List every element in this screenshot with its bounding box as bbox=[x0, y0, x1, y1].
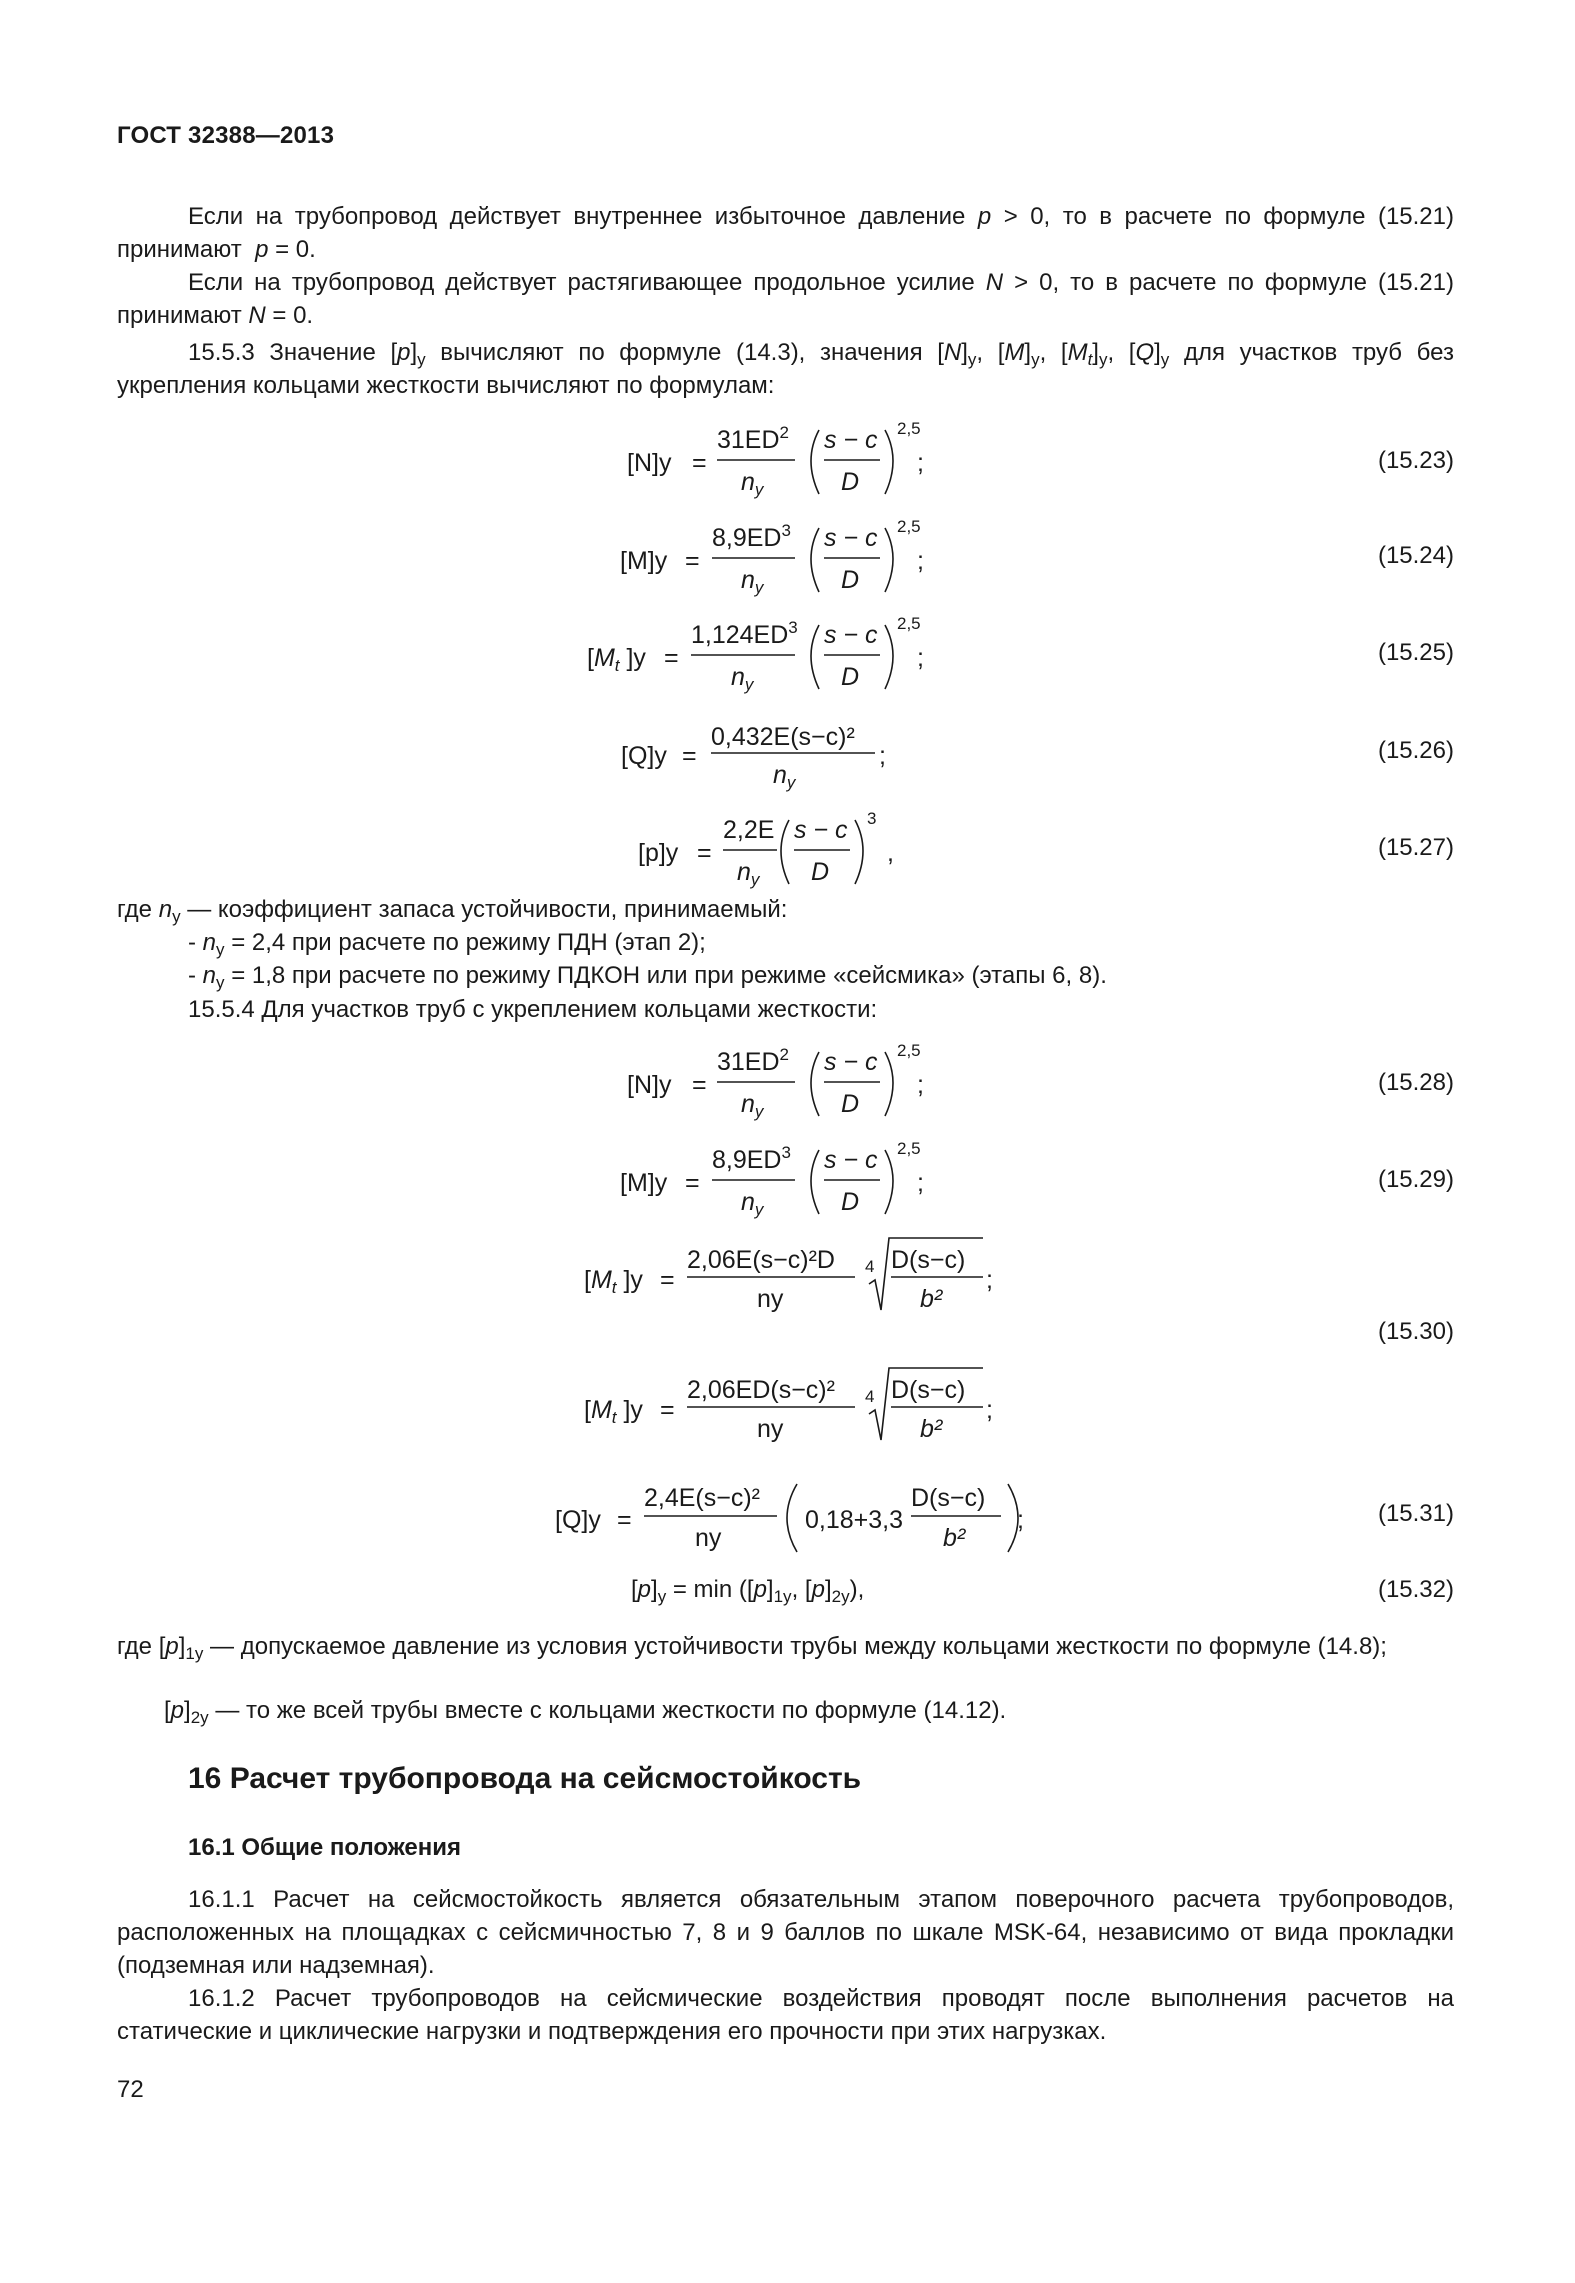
svg-text:[M]у: [M]у bbox=[620, 1169, 668, 1197]
formula-15-31 bbox=[117, 1472, 1454, 1562]
svg-text:[Mt ]у: [$M_t$ ]у bbox=[584, 1396, 643, 1427]
svg-text:;: ; bbox=[917, 449, 924, 477]
formula-15-28 bbox=[117, 1038, 1454, 1128]
formula-text: $[p]_у = \min ([p]_{1у}$, $[p]_{2у}$), bbox=[631, 1576, 865, 1606]
svg-text:s − c: s − c bbox=[794, 816, 848, 844]
svg-text:;: ; bbox=[917, 1071, 924, 1099]
svg-text:ny: $n_y$ bbox=[741, 468, 764, 499]
svg-text:=: = bbox=[660, 1266, 675, 1294]
paragraph-16-1-1: 16.1.1 Расчет на сейсмостойкость является обязательным этапом поверочного расчета трубопроводов, расположенных на площадках с сейсмичностью 7, 8 и 9 баллов по шкале MSK-64, независимо от вида прокладки (подземная или надземная). bbox=[117, 1886, 1454, 1979]
svg-text:s − c: s − c bbox=[824, 524, 878, 552]
list-item-pdkon: - $n_у = 1,8$ при расчете по режиму ПДКОН или при режиме «сейсмика» (этапы 6, 8). bbox=[188, 962, 1107, 992]
svg-text:[p]у: [p]у bbox=[638, 839, 679, 867]
paragraph-pressure-condition: Если на трубопровод действует внутреннее избыточное давление p > 0, то в расчете по формуле (15.21) принимают p = 0. bbox=[117, 203, 1454, 263]
svg-text:D: D bbox=[841, 663, 860, 691]
formula-number: (15.24) bbox=[1377, 542, 1454, 569]
svg-text:=: = bbox=[617, 1506, 632, 1534]
svg-text:D: D bbox=[841, 468, 860, 496]
formula-number: (15.31) bbox=[1377, 1500, 1454, 1527]
formula-15-25 bbox=[117, 611, 1454, 701]
formula-number: (15.26) bbox=[1377, 737, 1454, 764]
formula-number: (15.28) bbox=[1377, 1069, 1454, 1096]
paragraph-16-1-2: 16.1.2 Расчет трубопроводов на сейсмические воздействия проводят после выполнения расчетов на статические и циклические нагрузки и подтверждения его прочности при этих нагрузках. bbox=[117, 1985, 1454, 2045]
svg-text:2,5: 2,5 bbox=[897, 614, 921, 633]
paragraph-force-condition: Если на трубопровод действует растягивающее продольное усилие N > 0, то в расчете по формуле (15.21) принимают N = 0. bbox=[117, 269, 1454, 329]
formula-15-23 bbox=[117, 416, 1454, 506]
svg-text:D: D bbox=[841, 566, 860, 594]
svg-text:nу: nу bbox=[757, 1415, 784, 1443]
svg-text:ny: $n_y$ bbox=[731, 663, 754, 694]
svg-text:,: , bbox=[887, 839, 894, 867]
formula-15-29 bbox=[117, 1136, 1454, 1226]
svg-text:s − c: s − c bbox=[824, 621, 878, 649]
svg-text:=: = bbox=[685, 1169, 700, 1197]
svg-text:nу: nу bbox=[695, 1524, 722, 1552]
svg-text:4: 4 bbox=[865, 1257, 875, 1276]
formula-number: (15.27) bbox=[1377, 834, 1454, 861]
svg-text:2,5: 2,5 bbox=[897, 419, 921, 438]
svg-text:D: D bbox=[841, 1090, 860, 1118]
svg-text:31ED2: $31ED^2$ bbox=[717, 423, 790, 454]
svg-text:D(s−c): D(s−c) bbox=[911, 1484, 986, 1512]
svg-text:0,432E(s−c)²: 0,432E(s−c)² bbox=[711, 723, 855, 751]
svg-text:0,18+3,3: 0,18+3,3 bbox=[805, 1506, 904, 1534]
formula-number: (15.23) bbox=[1377, 447, 1454, 474]
formula-15-24 bbox=[117, 514, 1454, 604]
svg-text:s − c: s − c bbox=[824, 426, 878, 454]
svg-text:b²: b² bbox=[920, 1285, 943, 1313]
list-item-pdn: - $n_у = 2,4$ при расчете по режиму ПДН (этап 2); bbox=[188, 929, 706, 959]
section-title: 16 Расчет трубопровода на сейсмостойкость bbox=[188, 1762, 862, 1795]
formula-15-27 bbox=[117, 806, 1454, 896]
svg-text:ny: $n_y$ bbox=[741, 566, 764, 597]
svg-text:8,9ED3: $8,9ED^3$ bbox=[712, 521, 791, 552]
svg-text:31ED2: $31ED^2$ bbox=[717, 1045, 790, 1076]
svg-text:=: = bbox=[664, 644, 679, 672]
svg-text:2,06ED(s−c)²: 2,06ED(s−c)² bbox=[687, 1376, 835, 1404]
svg-text:D: D bbox=[841, 1188, 860, 1216]
svg-text:4: 4 bbox=[865, 1387, 875, 1406]
svg-text:b²: b² bbox=[943, 1524, 966, 1552]
svg-text:;: ; bbox=[917, 644, 924, 672]
svg-text:=: = bbox=[660, 1396, 675, 1424]
svg-text:3: 3 bbox=[867, 809, 877, 828]
formula-number: (15.29) bbox=[1377, 1166, 1454, 1193]
svg-text:ny: $n_y$ bbox=[741, 1188, 764, 1219]
formula-number: (15.32) bbox=[1377, 1576, 1454, 1603]
svg-text:=: = bbox=[692, 1071, 707, 1099]
paragraph-where-p1: где $[p]_{1у}$ — допускаемое давление из условия устойчивости трубы между кольцами жесткости по формуле (14.8); bbox=[117, 1633, 1387, 1663]
svg-text:[N]у: [N]у bbox=[627, 449, 672, 477]
paragraph-15-5-3: 15.5.3 Значение $[p]_у$ вычисляют по формуле (14.3), значения $[N]_у$, $[M]_у$, $[M_t]_у$, $[Q]_у$ для участков труб без укрепления кольцами жесткости вычисляют по формулам: bbox=[117, 339, 1454, 399]
svg-text:;: ; bbox=[986, 1266, 993, 1294]
svg-text:;: ; bbox=[986, 1396, 993, 1424]
formula-15-32 bbox=[117, 1574, 1454, 1614]
svg-text:[N]у: [N]у bbox=[627, 1071, 672, 1099]
paragraph-where-p2: $[p]_{2у}$ — то же всей трубы вместе с кольцами жесткости по формуле (14.12). bbox=[164, 1697, 1007, 1727]
svg-text:;: ; bbox=[879, 742, 886, 770]
svg-text:ny: $n_y$ bbox=[741, 1090, 764, 1121]
svg-text:8,9ED3: $8,9ED^3$ bbox=[712, 1143, 791, 1174]
svg-text:2,4E(s−c)²: 2,4E(s−c)² bbox=[644, 1484, 761, 1512]
svg-text:D(s−c): D(s−c) bbox=[891, 1376, 966, 1404]
svg-text:b²: b² bbox=[920, 1415, 943, 1443]
svg-text:1,124ED3: $1,124ED^3$ bbox=[691, 618, 798, 649]
svg-text:ny: $n_y$ bbox=[737, 858, 760, 889]
formula-number: (15.30) bbox=[1377, 1318, 1454, 1345]
svg-text:=: = bbox=[682, 742, 697, 770]
paragraph-15-5-4: 15.5.4 Для участков труб с укреплением кольцами жесткости: bbox=[188, 996, 878, 1023]
svg-text:=: = bbox=[692, 449, 707, 477]
svg-text:=: = bbox=[697, 839, 712, 867]
page-number: 72 bbox=[117, 2076, 144, 2103]
svg-text:s − c: s − c bbox=[824, 1048, 878, 1076]
svg-text:s − c: s − c bbox=[824, 1146, 878, 1174]
svg-text:[Q]у: [Q]у bbox=[555, 1506, 601, 1534]
svg-text:2,2E: 2,2E bbox=[723, 816, 775, 844]
svg-text:[Mt ]у: [$M_t$ ]у bbox=[584, 1266, 643, 1297]
svg-text:;: ; bbox=[1017, 1506, 1024, 1534]
svg-text:nу: nу bbox=[757, 1285, 784, 1313]
svg-text:2,5: 2,5 bbox=[897, 517, 921, 536]
svg-text:[Q]у: [Q]у bbox=[621, 742, 667, 770]
svg-text:2,5: 2,5 bbox=[897, 1041, 921, 1060]
svg-text:D: D bbox=[811, 858, 830, 886]
formula-15-30 bbox=[117, 1232, 1454, 1452]
subsection-title: 16.1 Общие положения bbox=[188, 1834, 462, 1861]
svg-text:D(s−c): D(s−c) bbox=[891, 1246, 966, 1274]
formula-15-26 bbox=[117, 709, 1454, 799]
svg-text:2,06E(s−c)²D: 2,06E(s−c)²D bbox=[687, 1246, 835, 1274]
svg-text:ny: $n_y$ bbox=[773, 761, 796, 792]
svg-text:;: ; bbox=[917, 547, 924, 575]
document-code-header: ГОСТ 32388—2013 bbox=[117, 122, 335, 149]
formula-number: (15.25) bbox=[1377, 639, 1454, 666]
svg-text:=: = bbox=[685, 547, 700, 575]
svg-text:;: ; bbox=[917, 1169, 924, 1197]
svg-text:[Mt ]у: [$M_t$ ]у bbox=[587, 644, 646, 675]
paragraph-where-ny: где $n_у$ — коэффициент запаса устойчивости, принимаемый: bbox=[117, 896, 788, 926]
svg-text:2,5: 2,5 bbox=[897, 1139, 921, 1158]
svg-text:[M]у: [M]у bbox=[620, 547, 668, 575]
